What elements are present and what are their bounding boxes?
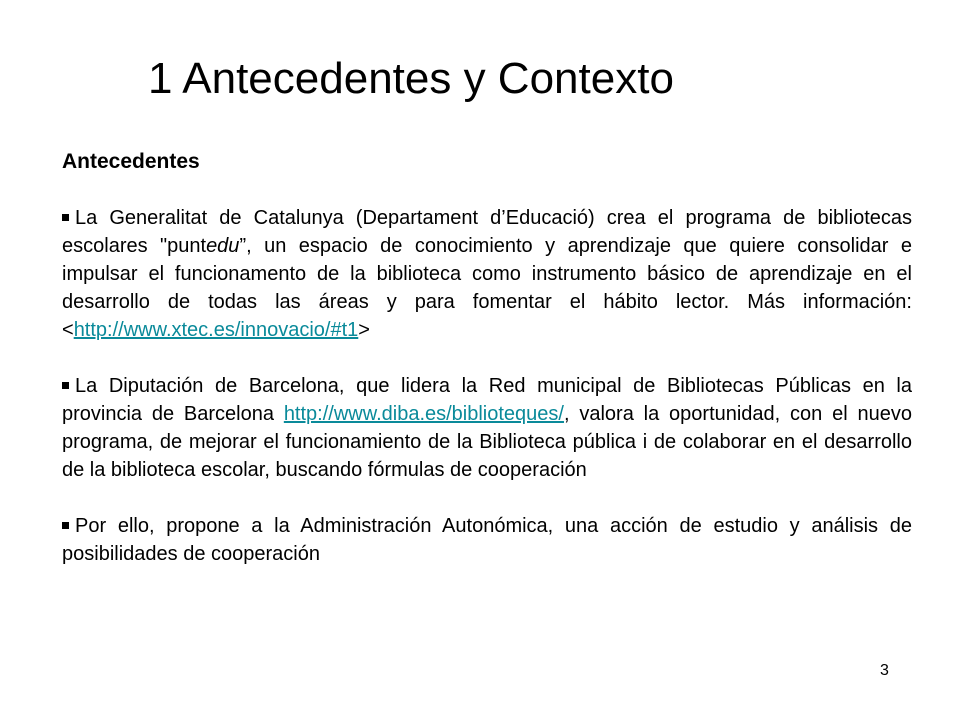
- square-bullet-icon: [62, 522, 69, 529]
- slide-content: [62, 148, 912, 568]
- italic-text: edu: [206, 235, 240, 257]
- slide-title: 1 Antecedentes y Contexto: [148, 54, 674, 103]
- paragraph-text: Por ello, propone a la Administración Autonómica, una acción de estudio y análisis de posibilidades de cooperación: [62, 515, 912, 565]
- paragraph-text: ”, un espacio de conocimiento y aprendizaje que quiere consolidar e impulsar el funcionamento de la biblioteca como instrumento básico de aprendizaje en el desarrollo de todas las áreas y para fomentar el hábito lector. Más información: <: [62, 235, 912, 341]
- paragraph-generalitat: [62, 204, 912, 344]
- xtec-link[interactable]: http://www.xtec.es/innovacio/#t1: [73, 319, 359, 341]
- square-bullet-icon: [62, 214, 69, 221]
- square-bullet-icon: [62, 382, 69, 389]
- paragraph-diputacion: [62, 372, 912, 484]
- paragraph-text: La Diputación de Barcelona, que lidera la Red municipal de Bibliotecas Públicas en la provincia de Barcelona: [62, 375, 912, 425]
- paragraph-text: >: [358, 319, 370, 341]
- paragraph-text: , valora la oportunidad, con el nuevo programa, de mejorar el funcionamiento de la Biblioteca pública i de colaborar en el desarrollo de la biblioteca escolar, buscando fórmulas de cooperación: [62, 403, 912, 481]
- diba-link[interactable]: http://www.diba.es/biblioteques/: [283, 403, 564, 425]
- paragraph-propuesta: [62, 512, 912, 568]
- paragraph-text: La Generalitat de Catalunya (Departament d’Educació) crea el programa de bibliotecas escolares "punt: [62, 207, 912, 257]
- page-number: 3: [880, 662, 889, 679]
- section-heading: Antecedentes: [62, 150, 200, 173]
